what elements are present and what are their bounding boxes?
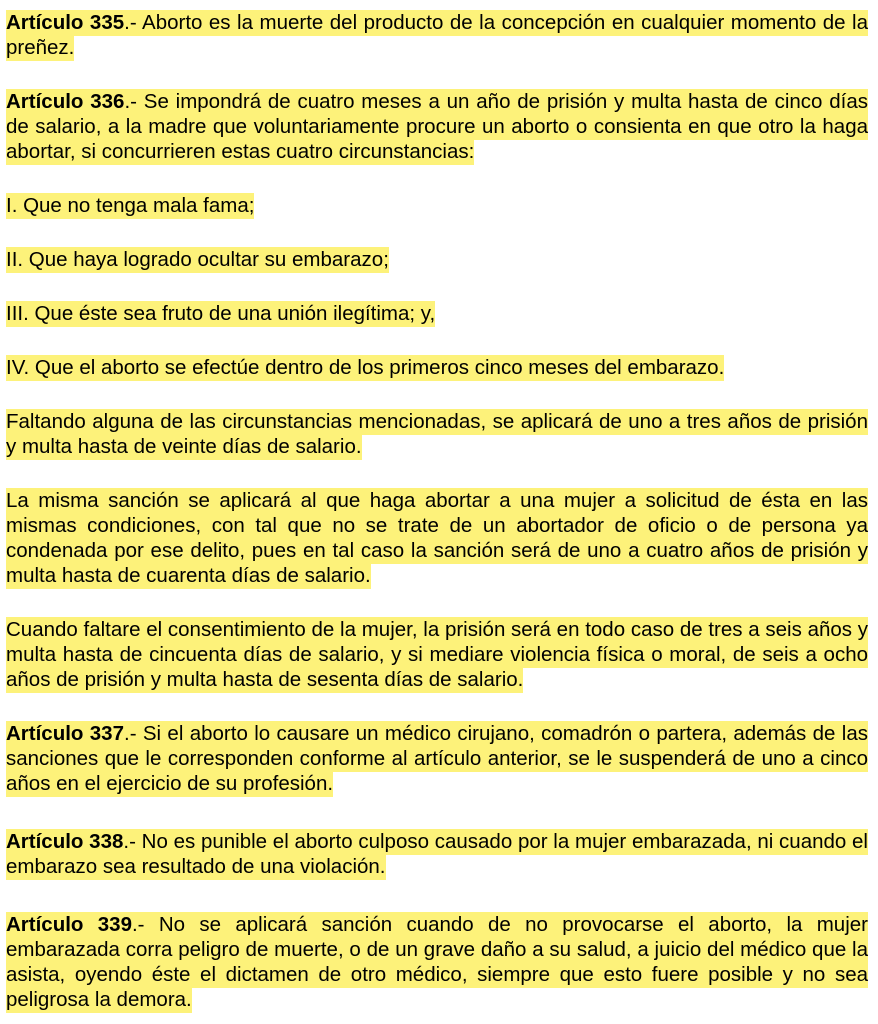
article-337-paragraph	[6, 721, 868, 796]
article-339-paragraph	[6, 912, 868, 1012]
highlight	[6, 10, 868, 61]
article-338-text: .- No es punible el aborto culposo causado por la mujer embarazada, ni cuando el embarazo sea resultado de una violación.	[6, 830, 868, 878]
article-336-paragraph	[6, 89, 868, 164]
highlight	[6, 912, 868, 1013]
article-335-heading: Artículo 335	[6, 11, 125, 34]
article-337-heading: Artículo 337	[6, 722, 124, 745]
circumstance-item-1	[6, 193, 868, 218]
same-sanction-paragraph	[6, 488, 868, 588]
circumstance-item-4-text: IV. Que el aborto se efectúe dentro de los primeros cinco meses del embarazo.	[6, 356, 725, 379]
no-consent-text: Cuando faltare el consentimiento de la mujer, la prisión será en todo caso de tres a seis años y multa hasta de cincuenta días de salario, y si mediare violencia física o moral, de seis a ocho años de prisión y multa hasta de sesenta días de salario.	[6, 618, 868, 691]
article-335-paragraph	[6, 10, 868, 60]
article-338-heading: Artículo 338	[6, 830, 124, 853]
article-336-text: .- Se impondrá de cuatro meses a un año de prisión y multa hasta de cinco días de salario, a la madre que voluntariamente procure un aborto o consienta en que otro la haga abortar, si concurrieren estas cuatro circunstancias:	[6, 90, 868, 163]
article-337-text: .- Si el aborto lo causare un médico cirujano, comadrón o partera, además de las sanciones que le corresponden conforme al artículo anterior, se le suspenderá de uno a cinco años en el ejercicio de su profesión.	[6, 722, 868, 795]
missing-circumstance-paragraph	[6, 409, 868, 459]
circumstance-item-4	[6, 355, 868, 380]
article-339-heading: Artículo 339	[6, 913, 132, 936]
article-335-text: .- Aborto es la muerte del producto de la concepción en cualquier momento de la preñez.	[6, 11, 868, 59]
article-339-text: .- No se aplicará sanción cuando de no provocarse el aborto, la mujer embarazada corra peligro de muerte, o de un grave daño a su salud, a juicio del médico que la asista, oyendo éste el dictamen de otro médico, siempre que esto fuere posible y no sea peligrosa la demora.	[6, 913, 868, 1011]
article-338-paragraph	[6, 829, 868, 879]
highlight	[6, 829, 868, 880]
circumstance-item-3	[6, 301, 868, 326]
circumstance-item-1-text: I. Que no tenga mala fama;	[6, 194, 255, 217]
circumstance-item-2	[6, 247, 868, 272]
highlight	[6, 89, 868, 165]
highlight	[6, 721, 868, 797]
same-sanction-text: La misma sanción se aplicará al que haga abortar a una mujer a solicitud de ésta en las mismas condiciones, con tal que no se trate de un abortador de oficio o de persona ya condenada por ese delito, pues en tal caso la sanción será de uno a cuatro años de prisión y multa hasta de cuarenta días de salario.	[6, 489, 868, 587]
circumstance-item-3-text: III. Que éste sea fruto de una unión ilegítima; y,	[6, 302, 436, 325]
circumstance-item-2-text: II. Que haya logrado ocultar su embarazo;	[6, 248, 389, 271]
missing-circumstance-text: Faltando alguna de las circunstancias mencionadas, se aplicará de uno a tres años de prisión y multa hasta de veinte días de salario.	[6, 410, 868, 458]
no-consent-paragraph	[6, 617, 868, 692]
article-336-heading: Artículo 336	[6, 90, 125, 113]
